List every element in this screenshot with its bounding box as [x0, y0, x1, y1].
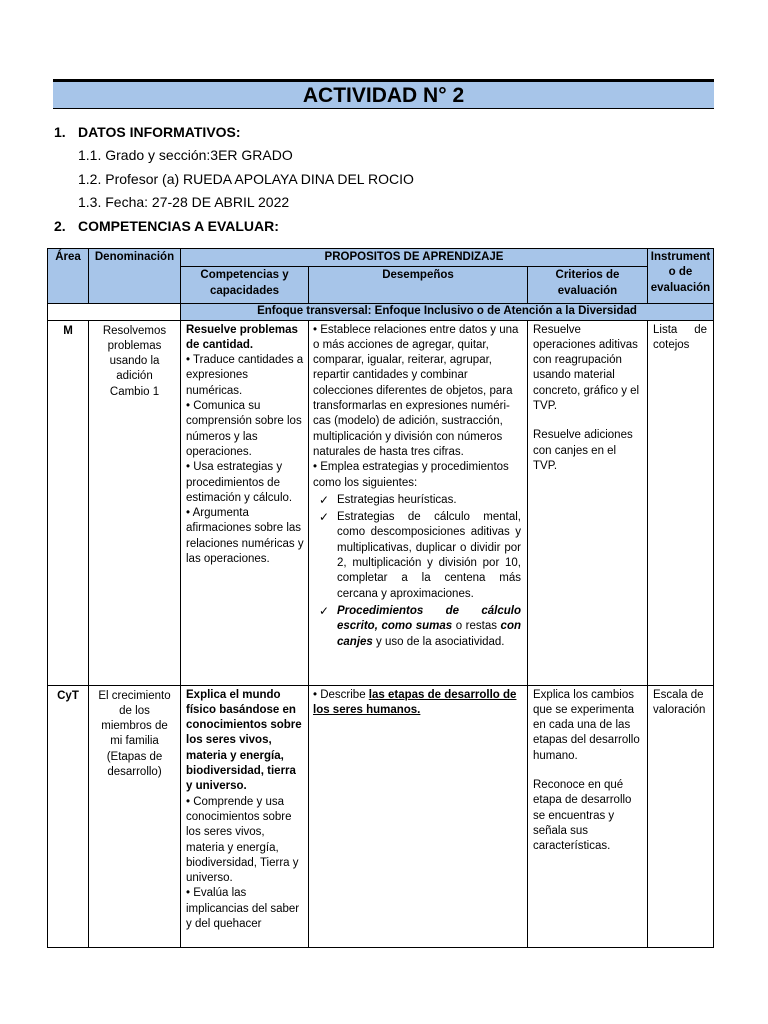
capacidad-item: • Argumenta afirmaciones sobre las relaciones numéricas y las operaciones. — [186, 507, 304, 566]
checklist-item — [319, 510, 521, 602]
table-row — [48, 685, 714, 947]
checklist-plain: o restas — [452, 620, 501, 633]
header-competencias: Competencias y capacidades — [181, 267, 309, 304]
criterios-cell — [528, 320, 648, 685]
denominacion-cell: Resolvemos problemas usando la adición Cambio 1 — [89, 320, 181, 685]
capacidad-item: • Evalúa las implicancias del saber y del quehacer — [186, 887, 300, 931]
page-title: ACTIVIDAD N° 2 — [53, 79, 714, 109]
criterio-text: Reconoce en qué etapa de desarrollo se encuentras y señala sus características. — [533, 779, 632, 853]
competencias-cell — [181, 685, 309, 947]
competencia-title: Resuelve problemas de cantidad. — [186, 323, 298, 351]
checkmark-icon: ✓ — [319, 492, 330, 507]
desempeno-text: • Establece relaciones entre datos y una o más acciones de agregar, quitar, comparar, igualar, reiterar, agrupar, repartir cantidades y combinar colecciones diferentes de objetos, para transformarlas en expresiones numéri-cas (modelo) de adición, sustracción, multiplicación y división con números naturales de hasta tres cifras. — [313, 323, 519, 458]
criterio-text: Resuelve adiciones con canjes en el TVP. — [533, 429, 633, 472]
checkmark-icon: ✓ — [319, 603, 330, 618]
instrumento-cell: Escala de valoración — [648, 685, 714, 947]
enfoque-spacer — [48, 304, 89, 320]
enfoque-transversal: Enfoque transversal: Enfoque Inclusivo o de Atención a la Diversidad — [181, 304, 714, 320]
criterio-text: Explica los cambios que se experimenta en cada una de las etapas del desarrollo humano. — [533, 688, 640, 762]
competencias-cell — [181, 320, 309, 685]
header-propositos: PROPOSITOS DE APRENDIZAJE — [181, 249, 648, 267]
checklist-emphasis: Procedimientos de cálculo escrito, como sumas — [337, 604, 521, 633]
info-profesor: 1.2. Profesor (a) RUEDA APOLAYA DINA DEL ROCIO — [78, 171, 414, 187]
checkmark-icon: ✓ — [319, 510, 330, 525]
section-competencias-heading — [54, 218, 279, 234]
section-datos-heading — [54, 124, 241, 140]
area-cell: CyT — [48, 685, 89, 947]
info-fecha: 1.3. Fecha: 27-28 DE ABRIL 2022 — [78, 194, 290, 210]
desempeno-text: • Emplea estrategias y procedimientos como los siguientes: — [313, 461, 509, 489]
checklist-item — [319, 493, 521, 508]
header-instrumento: Instrument o de evaluación — [648, 249, 714, 304]
capacidad-item: • Comunica su comprensión sobre los números y las operaciones. — [186, 400, 302, 458]
checklist-plain: y uso de la asociatividad. — [372, 635, 505, 648]
checklist-text — [337, 604, 521, 650]
competencia-title: Explica el mundo físico basándose en conocimientos sobre los seres vivos, materia y energía, biodiversidad, tierra y universo. — [186, 688, 302, 793]
checklist-emphasis: con canjes — [337, 620, 521, 648]
header-desempenos: Desempeños — [309, 267, 528, 304]
desempenos-cell — [309, 685, 528, 947]
denominacion-cell: El crecimiento de los miembros de mi familia (Etapas de desarrollo) — [89, 685, 181, 947]
section-title: COMPETENCIAS A EVALUAR: — [78, 218, 279, 234]
desempeno-emphasis: las etapas de desarrollo de los seres humanos. — [313, 688, 517, 716]
header-area: Área — [48, 249, 89, 304]
header-criterios: Criterios de evaluación — [528, 267, 648, 304]
section-number: 1. — [54, 124, 66, 140]
section-title: DATOS INFORMATIVOS: — [78, 124, 241, 140]
capacidad-item: • Comprende y usa conocimientos sobre los seres vivos, materia y energía, biodiversidad, Tierra y universo. — [186, 795, 299, 885]
competencias-table — [47, 248, 714, 948]
checklist-item — [319, 604, 521, 650]
info-grado: 1.1. Grado y sección:3ER GRADO — [78, 147, 293, 163]
criterio-text: Resuelve operaciones aditivas con reagrupación usando material concreto, gráfico y el TVP. — [533, 323, 640, 413]
desempeno-text: • Describe — [313, 688, 369, 701]
enfoque-spacer — [89, 304, 181, 320]
capacidad-item: • Usa estrategias y procedimientos de estimación y cálculo. — [186, 461, 293, 504]
criterios-cell — [528, 685, 648, 947]
area-cell: M — [48, 320, 89, 685]
capacidad-item: • Traduce cantidades a expresiones numéricas. — [186, 354, 304, 397]
checklist-text: Estrategias heurísticas. — [337, 493, 457, 506]
section-number: 2. — [54, 218, 66, 234]
table-row — [48, 320, 714, 685]
instrumento-cell: Lista de cotejos — [648, 320, 714, 685]
desempenos-cell — [309, 320, 528, 685]
header-denominacion: Denominación — [89, 249, 181, 304]
checklist-text: Estrategias de cálculo mental, como descomposiciones aditivas y multiplicativas, duplicar o dividir por 2, multiplicación y división por 10, completar a la centena más cercana y aproximaciones. — [337, 511, 521, 600]
